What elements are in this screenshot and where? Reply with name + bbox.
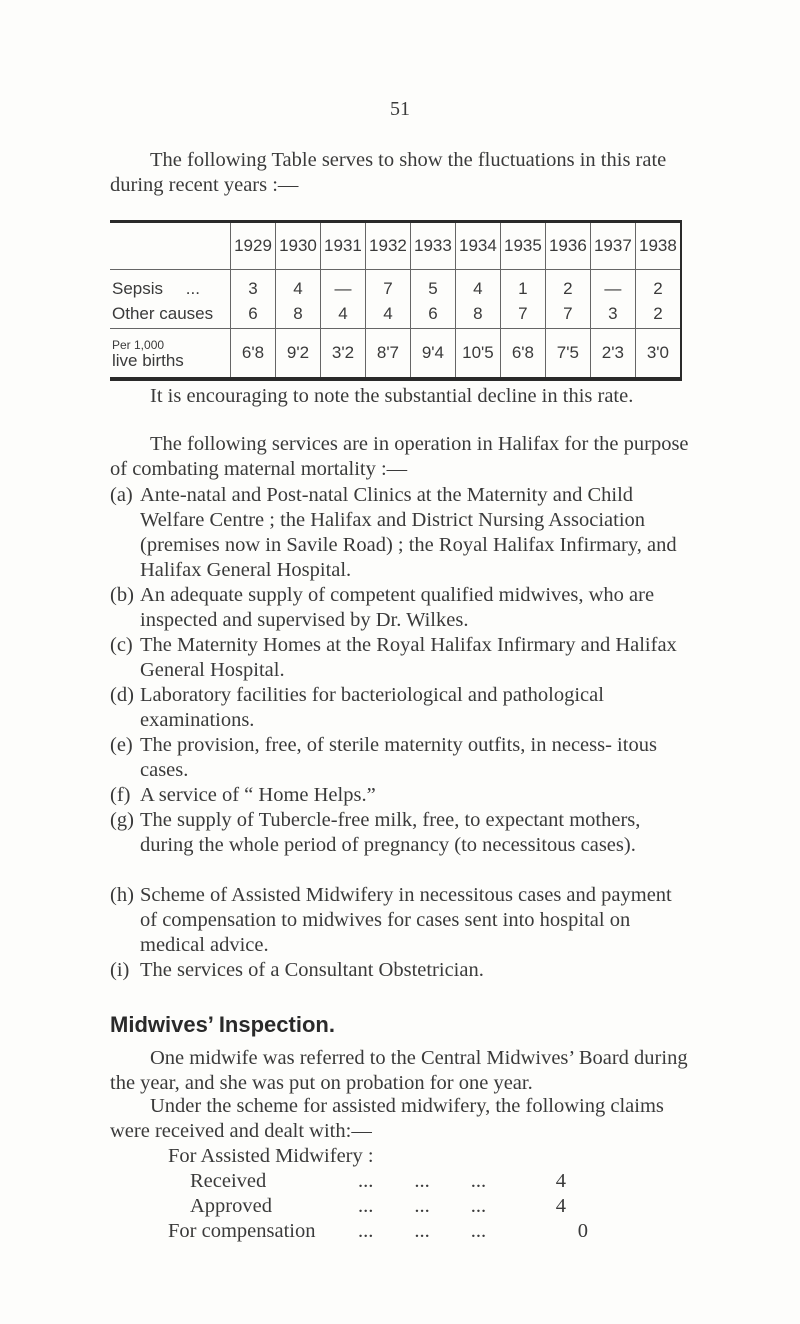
list-item-text: Ante-natal and Post-natal Clinics at the Maternity and Child Welfare Centre ; the Halifax and District Nursing Association (premises now in Savile Road) ; the Royal Halifax Infirmary, and Halifax General Hospital. (140, 484, 677, 581)
table-header-row (110, 222, 681, 270)
list-item (110, 733, 690, 783)
year-header: 1929 (231, 222, 276, 270)
list-item (110, 958, 690, 983)
list-item (110, 808, 690, 858)
year-header: 1936 (545, 222, 590, 270)
table-cell: — (320, 270, 365, 301)
table-cell: 8 (455, 300, 500, 329)
midwife-paragraph: One midwife was referred to the Central Midwives’ Board during the year, and she was put on probation for one year. (110, 1047, 688, 1094)
table-cell: 8'7 (365, 329, 410, 380)
claims-assisted-label: For Assisted Midwifery : (168, 1145, 374, 1167)
services-intro-paragraph: The following services are in operation in Halifax for the purpose of combating maternal mortality :— (110, 433, 689, 480)
page-number: 51 (390, 98, 410, 120)
list-item (110, 483, 690, 583)
rate-label-small: Per 1,000 (112, 338, 165, 352)
year-header: 1930 (275, 222, 320, 270)
list-marker: (a) (110, 484, 133, 506)
claims-dots: ... ... ... (358, 1170, 487, 1192)
encouraging-paragraph: It is encouraging to note the substantial decline in this rate. (150, 385, 634, 407)
table-cell: 4 (365, 300, 410, 329)
list-item (110, 783, 690, 808)
mortality-table-wrapper (110, 220, 682, 381)
table-corner (110, 222, 231, 270)
table-cell: 6 (410, 300, 455, 329)
claims-received-label: Received (190, 1170, 267, 1192)
mortality-table (110, 220, 682, 381)
claims-row (168, 1219, 588, 1244)
list-marker: (b) (110, 584, 134, 606)
table-cell: 7 (500, 300, 545, 329)
year-header: 1931 (320, 222, 365, 270)
table-cell: 3'0 (635, 329, 681, 380)
list-marker: (i) (110, 959, 130, 981)
table-cell: 4 (455, 270, 500, 301)
table-cell: 2 (635, 300, 681, 329)
table-cell: 7'5 (545, 329, 590, 380)
list-item-text: A service of “ Home Helps.” (140, 784, 376, 806)
claims-compensation-value: 0 (577, 1220, 588, 1242)
section-heading: Midwives’ Inspection. (110, 1012, 335, 1037)
year-header: 1933 (410, 222, 455, 270)
table-cell: 8 (275, 300, 320, 329)
year-header: 1932 (365, 222, 410, 270)
list-marker: (e) (110, 734, 133, 756)
list-item-text: The services of a Consultant Obstetrician. (140, 959, 484, 981)
claims-dots: ... ... ... (358, 1195, 487, 1217)
row-label-text: Sepsis (112, 279, 164, 298)
table-cell: 6'8 (231, 329, 276, 380)
list-marker: (g) (110, 809, 134, 831)
year-header: 1938 (635, 222, 681, 270)
table-cell: 2 (545, 270, 590, 301)
list-item-text: The Maternity Homes at the Royal Halifax Infirmary and Halifax General Hospital. (140, 634, 677, 681)
table-row-rate (110, 329, 681, 380)
table-cell: 6 (231, 300, 276, 329)
table-row (110, 300, 681, 329)
list-item-text: The supply of Tubercle-free milk, free, to expectant mothers, during the whole period of pregnancy (to necessitous cases). (140, 809, 641, 856)
list-marker: (d) (110, 684, 134, 706)
rate-label (110, 329, 231, 380)
list-item (110, 583, 690, 633)
table-cell: 3 (231, 270, 276, 301)
list-item-text: The provision, free, of sterile maternity outfits, in necess- itous cases. (140, 734, 657, 781)
year-header: 1934 (455, 222, 500, 270)
list-marker: (c) (110, 634, 133, 656)
claims-row (190, 1169, 588, 1194)
table-cell: 3'2 (320, 329, 365, 380)
claims-received-value: 4 (555, 1170, 566, 1192)
year-header: 1937 (590, 222, 635, 270)
claims-list (168, 1144, 588, 1244)
list-item-text: An adequate supply of competent qualified midwives, who are inspected and supervised by Dr. Wilkes. (140, 584, 655, 631)
table-cell: 7 (545, 300, 590, 329)
row-label: Other causes (110, 300, 231, 329)
list-item-text: Scheme of Assisted Midwifery in necessitous cases and payment of compensation to midwives for cases sent into hospital on medical advice. (140, 884, 672, 956)
table-cell: — (590, 270, 635, 301)
table-cell: 5 (410, 270, 455, 301)
table-cell: 3 (590, 300, 635, 329)
row-label-dots: ... (185, 279, 200, 298)
list-item (110, 633, 690, 683)
intro-paragraph: The following Table serves to show the fluctuations in this rate during recent years :— (110, 149, 667, 196)
table-cell: 2 (635, 270, 681, 301)
table-cell: 4 (275, 270, 320, 301)
list-marker: (h) (110, 884, 134, 906)
year-header: 1935 (500, 222, 545, 270)
rate-label-main: live births (112, 351, 184, 370)
table-cell: 9'2 (275, 329, 320, 380)
table-cell: 1 (500, 270, 545, 301)
list-item (110, 883, 690, 958)
claims-row (168, 1144, 588, 1169)
table-cell: 7 (365, 270, 410, 301)
table-cell: 10'5 (455, 329, 500, 380)
table-cell: 6'8 (500, 329, 545, 380)
claims-compensation-label: For compensation (168, 1220, 316, 1242)
claims-dots: ... ... ... (358, 1220, 487, 1242)
list-item-text: Laboratory facilities for bacteriological and pathological examinations. (140, 684, 604, 731)
list-marker: (f) (110, 784, 131, 806)
table-cell: 2'3 (590, 329, 635, 380)
claims-row (190, 1194, 588, 1219)
table-row (110, 270, 681, 301)
row-label (110, 270, 231, 301)
scheme-paragraph: Under the scheme for assisted midwifery, the following claims were received and dealt with:— (110, 1095, 664, 1142)
table-cell: 9'4 (410, 329, 455, 380)
list-item (110, 683, 690, 733)
claims-approved-label: Approved (190, 1195, 272, 1217)
claims-approved-value: 4 (555, 1195, 566, 1217)
table-cell: 4 (320, 300, 365, 329)
